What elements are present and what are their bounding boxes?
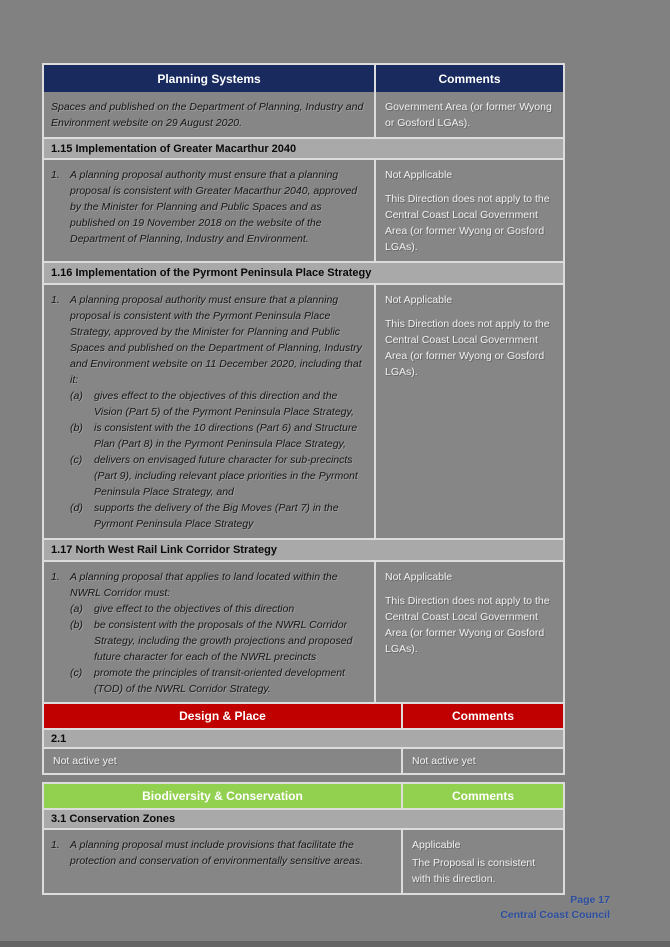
organisation-name: Central Coast Council bbox=[500, 909, 610, 921]
comment-1-17 bbox=[374, 562, 563, 703]
planning-table-header-row bbox=[44, 65, 563, 92]
subitem-label: (a) bbox=[70, 603, 83, 615]
subitem-text: give effect to the objectives of this direction bbox=[94, 603, 295, 615]
section-1-17-row bbox=[44, 560, 563, 703]
subitem-text: is consistent with the 10 directions (Part 6) and Structure Plan (Part 8) in the Pyrmont Peninsula Place Strategy, bbox=[94, 422, 358, 450]
direction-3-1 bbox=[44, 830, 401, 893]
subitem-a bbox=[51, 601, 364, 617]
carryover-comment-text: Government Area (or former Wyong or Gosford LGAs). bbox=[374, 92, 563, 137]
section-1-15-row bbox=[44, 158, 563, 261]
section-1-16-row bbox=[44, 283, 563, 538]
direction-1-16 bbox=[44, 285, 374, 538]
comment-2-1-text: Not active yet bbox=[401, 749, 563, 773]
list-number: 1. bbox=[51, 294, 60, 306]
design-place-table bbox=[42, 702, 565, 775]
comment-body: This Direction does not apply to the Central Coast Local Government Area (or former Wyong or Gosford LGAs). bbox=[385, 193, 550, 253]
subitem-c bbox=[51, 452, 364, 500]
section-heading-2-1: 2.1 bbox=[44, 728, 563, 747]
section-heading-3-1: 3.1 Conservation Zones bbox=[44, 808, 563, 828]
page-footer bbox=[500, 893, 610, 923]
planning-systems-table bbox=[42, 63, 565, 705]
biodiversity-comments-header: Comments bbox=[401, 784, 563, 808]
biodiversity-conservation-table bbox=[42, 782, 565, 895]
section-3-1-row bbox=[44, 828, 563, 893]
comment-status: Not Applicable bbox=[385, 294, 453, 306]
subitem-b bbox=[51, 617, 364, 665]
section-heading-1-17: 1.17 North West Rail Link Corridor Strategy bbox=[44, 538, 563, 560]
subitem-label: (c) bbox=[70, 454, 83, 466]
design-comments-header: Comments bbox=[401, 704, 563, 728]
subitem-text: promote the principles of transit-oriented development (TOD) of the NWRL Corridor Strategy. bbox=[94, 667, 345, 695]
carryover-direction-text: Spaces and published on the Department of Planning, Industry and Environment website on 29 August 2020. bbox=[51, 101, 364, 129]
design-table-header-row bbox=[44, 704, 563, 728]
direction-1-17-text: A planning proposal that applies to land located within the NWRL Corridor must: bbox=[70, 571, 338, 599]
subitem-label: (c) bbox=[70, 667, 83, 679]
carryover-row bbox=[44, 92, 563, 137]
section-heading-1-15: 1.15 Implementation of Greater Macarthur 2040 bbox=[44, 137, 563, 158]
subitem-text: supports the delivery of the Big Moves (Part 7) in the Pyrmont Peninsula Place Strategy bbox=[94, 502, 339, 530]
page-number: Page 17 bbox=[570, 894, 610, 906]
comment-1-15 bbox=[374, 160, 563, 261]
section-heading-1-16: 1.16 Implementation of the Pyrmont Peninsula Place Strategy bbox=[44, 261, 563, 283]
comment-status: Not Applicable bbox=[385, 169, 453, 181]
subitem-text: delivers on envisaged future character for sub-precincts (Part 9), including relevant place priorities in the Pyrmont Peninsula Place Strategy, and bbox=[94, 454, 358, 498]
subitem-text: gives effect to the objectives of this direction and the Vision (Part 5) of the Pyrmont Peninsula Place Strategy, bbox=[94, 390, 354, 418]
direction-1-15-text: A planning proposal authority must ensure that a planning proposal is consistent with Greater Macarthur 2040, approved by the Minister for Planning and Public Spaces and as published on 19 November 2018 on the website of the Department of Planning, Industry and Environment. bbox=[70, 169, 358, 245]
list-number: 1. bbox=[51, 839, 60, 851]
subitem-label: (b) bbox=[70, 619, 83, 631]
planning-comments-header: Comments bbox=[374, 65, 563, 92]
subitem-text: be consistent with the proposals of the NWRL Corridor Strategy, including the growth projections and proposed future character for each of the NWRL precincts bbox=[94, 619, 353, 663]
comment-3-1 bbox=[401, 830, 563, 893]
direction-3-1-text: A planning proposal must include provisions that facilitate the protection and conservation of environmentally sensitive areas. bbox=[70, 839, 363, 867]
planning-systems-header: Planning Systems bbox=[157, 71, 261, 86]
list-number: 1. bbox=[51, 169, 60, 181]
subitem-d bbox=[51, 500, 364, 532]
biodiversity-table-header-row bbox=[44, 784, 563, 808]
list-number: 1. bbox=[51, 571, 60, 583]
comment-1-16 bbox=[374, 285, 563, 538]
subitem-label: (b) bbox=[70, 422, 83, 434]
direction-1-16-text: A planning proposal authority must ensure that a planning proposal is consistent with the Pyrmont Peninsula Place Strategy, approved by the Minister for Planning and Public Spaces and published on the Department of Planning, Industry and Environment website on 11 December 2020, including that it: bbox=[70, 294, 362, 386]
subitem-a bbox=[51, 388, 364, 420]
direction-2-1-text: Not active yet bbox=[53, 755, 117, 767]
design-place-header: Design & Place bbox=[179, 709, 266, 723]
direction-1-15 bbox=[44, 160, 374, 261]
subitem-label: (a) bbox=[70, 390, 83, 402]
bottom-edge-strip bbox=[0, 941, 670, 947]
comment-body: This Direction does not apply to the Central Coast Local Government Area (or former Wyong or Gosford LGAs). bbox=[385, 318, 550, 378]
comment-body: The Proposal is consistent with this direction. bbox=[412, 857, 536, 885]
section-2-1-row bbox=[44, 747, 563, 773]
comment-status: Applicable bbox=[412, 839, 461, 851]
comment-status: Not Applicable bbox=[385, 571, 453, 583]
comment-body: This Direction does not apply to the Central Coast Local Government Area (or former Wyong or Gosford LGAs). bbox=[385, 595, 550, 655]
subitem-c bbox=[51, 665, 364, 697]
subitem-b bbox=[51, 420, 364, 452]
biodiversity-header: Biodiversity & Conservation bbox=[142, 789, 303, 803]
subitem-label: (d) bbox=[70, 502, 83, 514]
direction-1-17 bbox=[44, 562, 374, 703]
